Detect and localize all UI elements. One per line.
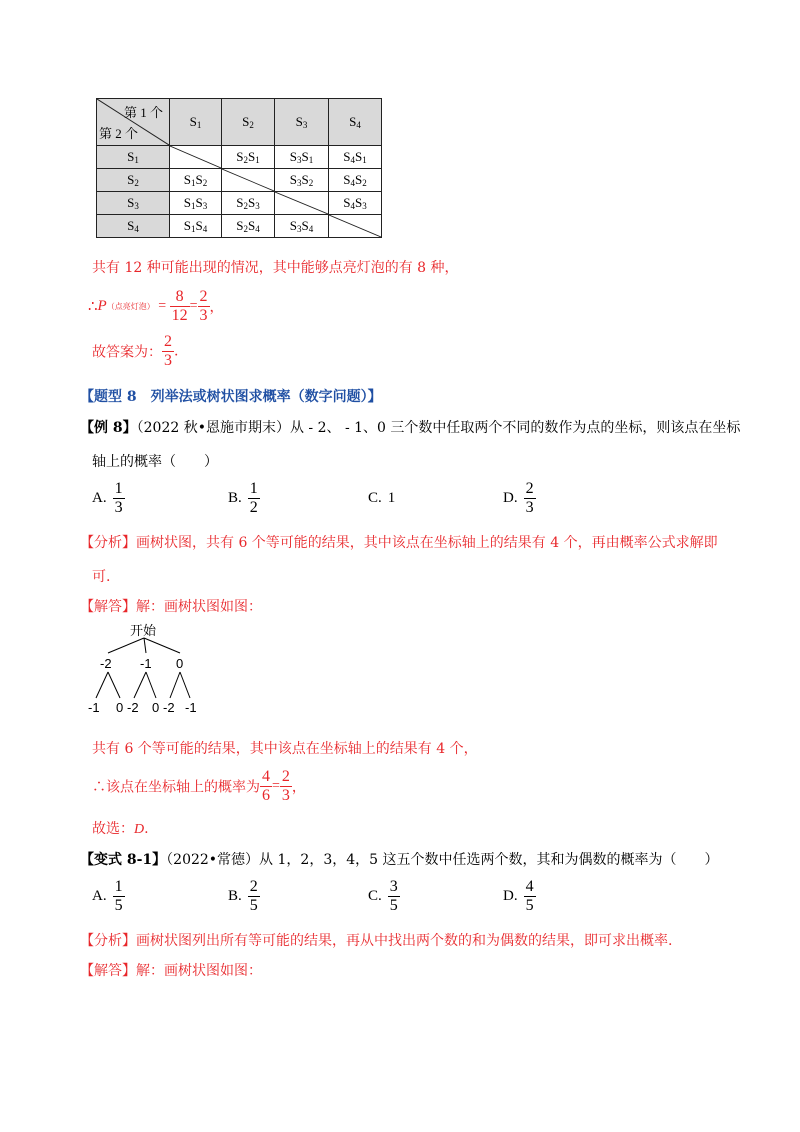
p-subscript: （点亮灯泡） <box>106 302 155 311</box>
option-fraction <box>388 878 400 915</box>
denominator: 6 <box>262 787 270 804</box>
option-label: C. <box>368 490 382 507</box>
result-line: 共有 6 个等可能的结果，其中该点在坐标轴上的结果有 4 个， <box>92 741 478 757</box>
therefore-symbol: ∴ <box>88 299 98 315</box>
example-tag: 【例 8】 <box>80 420 137 436</box>
example-8-question <box>80 417 740 437</box>
option-a <box>92 878 125 915</box>
table-row <box>97 192 382 215</box>
table-cell: $S_2S_3$ <box>222 192 275 215</box>
option-c <box>368 490 395 507</box>
numerator: 4 <box>262 768 270 785</box>
result-count-line: 共有 12 种可能出现的情况，其中能够点亮灯泡的有 8 种， <box>92 260 459 276</box>
choice-prefix: 故选： <box>92 821 134 837</box>
answer-intro: 【解答】解：画树状图如图： <box>80 599 262 615</box>
numerator: 1 <box>249 480 258 497</box>
table-row <box>97 215 382 238</box>
option-c <box>368 878 400 915</box>
fraction-4-6 <box>260 768 272 805</box>
option-fraction <box>248 480 260 517</box>
tree-leaf: -2 <box>127 700 139 715</box>
equals-sign: = <box>189 298 198 314</box>
variant-answer-intro: 【解答】解：画树状图如图： <box>80 963 262 979</box>
table-cell-diagonal <box>275 192 329 215</box>
option-label: A. <box>92 888 107 904</box>
row-header: $S_4$ <box>97 215 170 238</box>
numerator: 3 <box>389 878 398 895</box>
table-cell: $S_1S_2$ <box>170 169 222 192</box>
numerator: 1 <box>114 878 123 895</box>
probability-prefix: ∴该点在坐标轴上的概率为 <box>92 779 260 796</box>
column-header: $S_3$ <box>275 99 329 146</box>
table-cell: $S_4S_3$ <box>329 192 382 215</box>
equals-sign: = <box>272 778 280 794</box>
option-label: C. <box>368 888 382 904</box>
option-a <box>92 480 125 517</box>
table-cell-diagonal <box>170 146 222 169</box>
denominator: 3 <box>199 307 208 324</box>
table-cell: $S_2S_4$ <box>222 215 275 238</box>
denominator: 2 <box>249 499 258 516</box>
option-fraction <box>113 480 125 517</box>
tree-node: -2 <box>100 656 112 671</box>
numerator: 4 <box>525 878 534 895</box>
option-label: D. <box>503 888 518 904</box>
corner-label-second: 第 2 个 <box>99 126 139 141</box>
tree-node: 0 <box>176 656 184 671</box>
answer-prefix: 故答案为： <box>92 344 162 361</box>
row-header: $S_2$ <box>97 169 170 192</box>
outcome-table <box>96 98 382 238</box>
table-row <box>97 146 382 169</box>
numerator: 2 <box>164 333 172 350</box>
table-row <box>97 169 382 192</box>
option-value: 1 <box>387 490 396 507</box>
question-text: （2022 秋•恩施市期末）从 - 2、 - 1、0 三个数中任取两个不同的数作为点的坐标，则该点在坐标 <box>136 420 741 436</box>
table-cell-diagonal <box>329 215 382 238</box>
choice-letter: D <box>134 822 145 837</box>
question-text: （2022•常德）从 1，2，3，4，5 这五个数中任选两个数，其和为偶数的概率为（ ） <box>166 852 719 868</box>
tree-leaf: -1 <box>88 700 100 715</box>
table-cell: $S_1S_3$ <box>170 192 222 215</box>
table-corner-cell <box>97 99 170 146</box>
denominator: 5 <box>525 897 534 914</box>
option-d <box>503 878 536 915</box>
tree-node: -1 <box>140 656 152 671</box>
option-b <box>228 480 260 517</box>
table-header-row <box>97 99 382 146</box>
fraction-2-3 <box>280 768 292 805</box>
numerator: 8 <box>175 288 184 305</box>
option-label: D. <box>503 490 518 506</box>
tree-leaf: -1 <box>185 700 197 715</box>
column-header: $S_1$ <box>170 99 222 146</box>
table-cell: $S_2S_1$ <box>222 146 275 169</box>
type-heading: 【题型 8 列举法或树状图求概率（数字问题）】 <box>80 389 382 405</box>
probability-line <box>92 768 306 805</box>
table-cell: $S_4S_1$ <box>329 146 382 169</box>
fraction-2-3 <box>198 288 210 325</box>
option-b <box>228 878 260 915</box>
numerator: 2 <box>199 288 208 305</box>
column-header: $S_4$ <box>329 99 382 146</box>
option-fraction <box>248 878 260 915</box>
tree-leaf: 0 <box>152 700 160 715</box>
table-cell: $S_3S_1$ <box>275 146 329 169</box>
period: . <box>144 821 149 837</box>
answer-fraction <box>162 333 174 370</box>
p-symbol: P <box>97 298 107 314</box>
variant-tag: 【变式 8-1】 <box>80 852 167 868</box>
denominator: 5 <box>114 897 123 914</box>
table-cell-diagonal <box>222 169 275 192</box>
option-fraction <box>113 878 125 915</box>
table-cell: $S_4S_2$ <box>329 169 382 192</box>
analysis-line2: 可. <box>92 569 111 585</box>
tree-leaf: -2 <box>163 700 175 715</box>
answer-line <box>92 333 178 370</box>
option-fraction <box>524 878 536 915</box>
denominator: 3 <box>525 499 534 516</box>
table-cell: $S_3S_2$ <box>275 169 329 192</box>
tree-diagram <box>86 620 216 720</box>
variant-analysis: 【分析】画树状图列出所有等可能的结果，再从中找出两个数的和为偶数的结果，即可求出概率. <box>80 933 673 949</box>
comma: ， <box>209 300 224 316</box>
period: . <box>174 343 179 360</box>
corner-label-first: 第 1 个 <box>123 105 163 120</box>
numerator: 2 <box>281 768 290 785</box>
denominator: 5 <box>389 897 398 914</box>
comma: ， <box>291 780 306 796</box>
denominator: 3 <box>114 499 123 516</box>
probability-formula <box>88 288 224 325</box>
fraction-8-12 <box>170 288 190 325</box>
row-header: $S_1$ <box>97 146 170 169</box>
table-cell: $S_3S_4$ <box>275 215 329 238</box>
choice-line <box>92 818 149 838</box>
row-header: $S_3$ <box>97 192 170 215</box>
question-text-line2: 轴上的概率（ ） <box>92 454 218 470</box>
denominator: 12 <box>171 307 188 324</box>
option-label: B. <box>228 888 242 904</box>
option-label: A. <box>92 490 107 506</box>
denominator: 5 <box>249 897 258 914</box>
numerator: 1 <box>114 480 123 497</box>
column-header: $S_2$ <box>222 99 275 146</box>
analysis-line1: 【分析】画树状图，共有 6 个等可能的结果，其中该点在坐标轴上的结果有 4 个，再由概率公式求解即 <box>80 535 718 551</box>
option-fraction <box>524 480 536 517</box>
option-label: B. <box>228 490 242 506</box>
tree-root: 开始 <box>130 623 157 638</box>
table-cell: $S_1S_4$ <box>170 215 222 238</box>
equals-sign: = <box>158 298 167 314</box>
tree-leaf: 0 <box>116 700 124 715</box>
option-d <box>503 480 536 517</box>
variant-8-1-question <box>80 849 719 869</box>
denominator: 3 <box>164 352 172 369</box>
numerator: 2 <box>249 878 258 895</box>
numerator: 2 <box>525 480 534 497</box>
denominator: 3 <box>281 787 290 804</box>
